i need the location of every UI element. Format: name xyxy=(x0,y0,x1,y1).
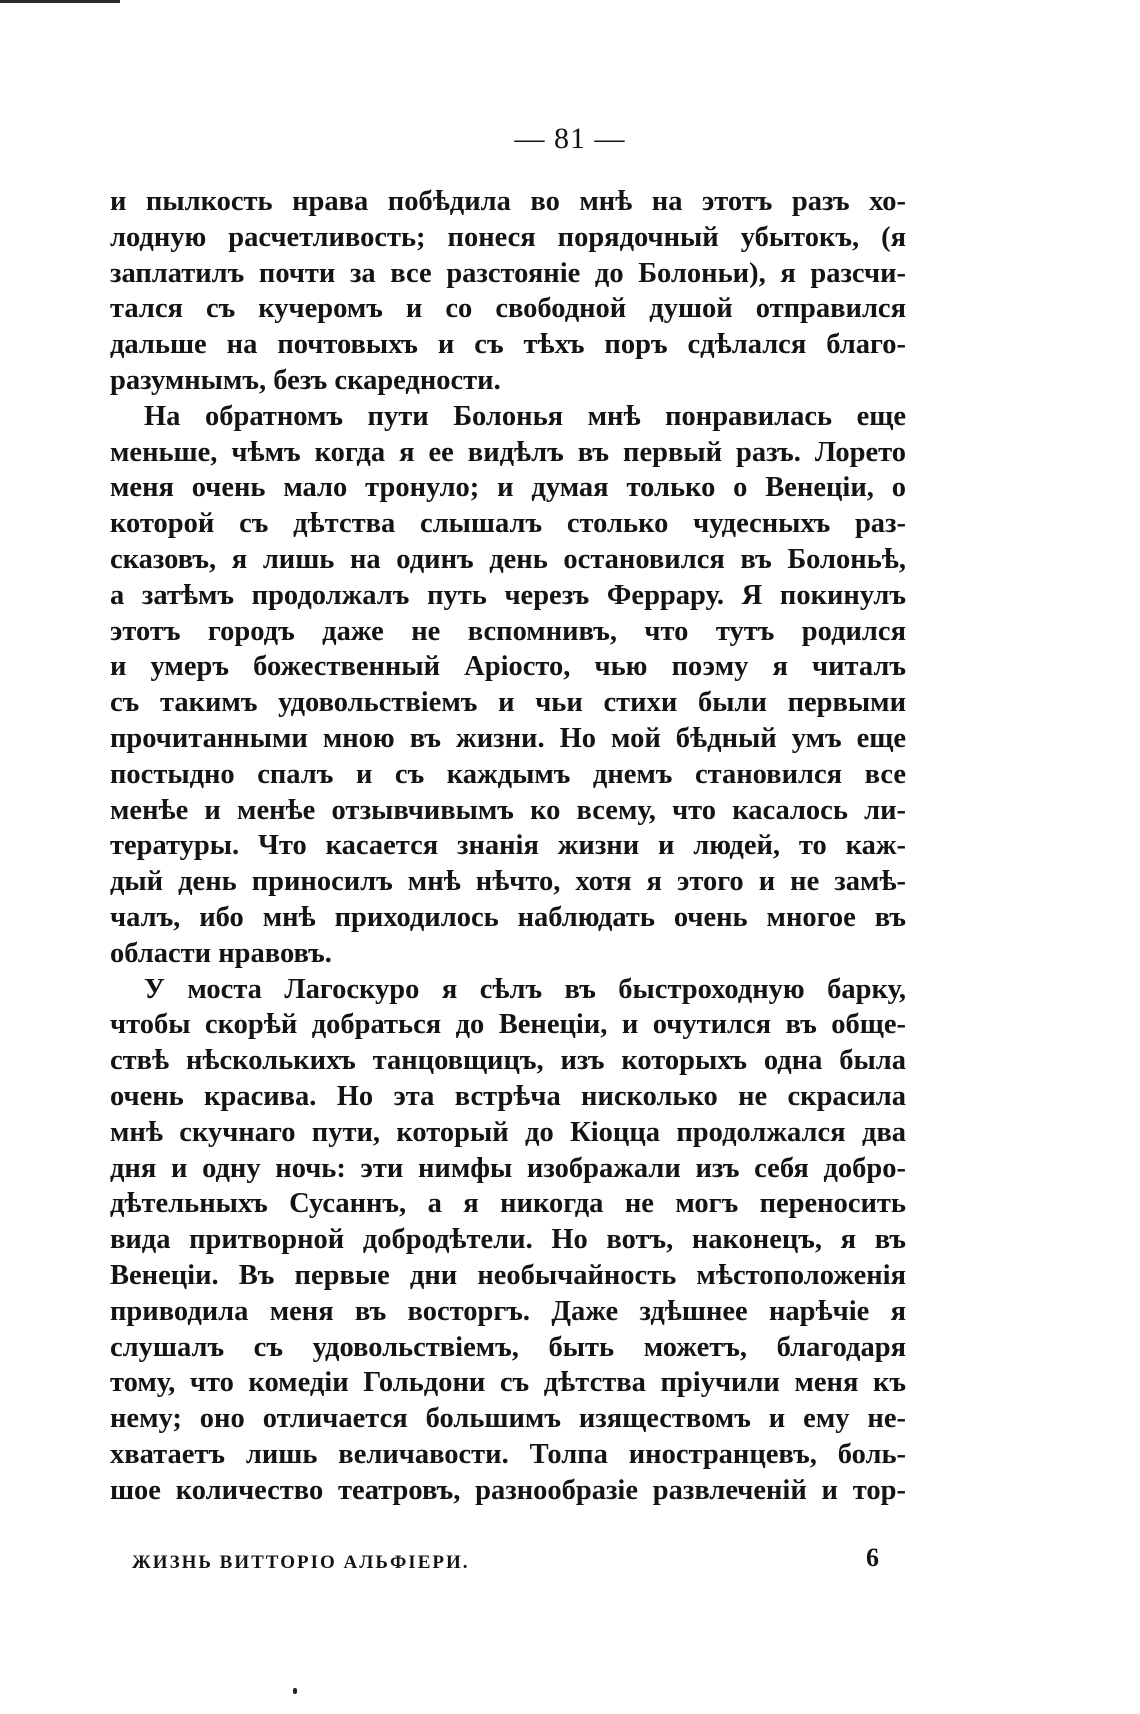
text-line: тературы. Что касается знанія жизни и людей, то каж- xyxy=(110,830,906,862)
text-line: сказовъ, я лишь на одинъ день остановился въ Болоньѣ, xyxy=(110,543,906,575)
page-number: — 81 — xyxy=(514,122,626,155)
text-line: шое количество театровъ, разнообразіе развлеченій и тор- xyxy=(110,1474,906,1506)
text-line: У моста Лагоскуро я сѣлъ въ быстроходную барку, xyxy=(144,973,906,1005)
signature-number: 6 xyxy=(866,1543,879,1572)
text-line: нему; оно отличается большимъ изяществомъ и ему не- xyxy=(110,1403,906,1435)
text-line: этотъ городъ даже не вспомнивъ, что тутъ родился xyxy=(110,615,906,647)
text-line: Венеціи. Въ первые дни необычайность мѣстоположенія xyxy=(110,1259,906,1291)
text-line: заплатилъ почти за все разстояніе до Болоньи), я разсчи- xyxy=(110,257,906,289)
text-line: вида притворной добродѣтели. Но вотъ, наконецъ, я въ xyxy=(110,1224,906,1256)
text-line: которой съ дѣтства слышалъ столько чудесныхъ раз- xyxy=(110,508,906,540)
text-line: а затѣмъ продолжалъ путь черезъ Феррару. Я покинулъ xyxy=(110,579,906,611)
text-line: тому, что комедіи Гольдони съ дѣтства пріучили меня къ xyxy=(110,1367,906,1399)
text-line: съ такимъ удовольствіемъ и чьи стихи были первыми xyxy=(110,687,906,719)
text-line: На обратномъ пути Болонья мнѣ понравилась еще xyxy=(144,400,906,432)
text-line: хватаетъ лишь величавости. Толпа иностранцевъ, боль- xyxy=(110,1438,906,1470)
text-line: лодную расчетливость; понеся порядочный убытокъ, (я xyxy=(110,221,906,253)
text-line: очень красива. Но эта встрѣча нисколько не скрасила xyxy=(110,1080,906,1112)
text-line: чтобы скорѣй добраться до Венеціи, и очутился въ обще- xyxy=(110,1009,906,1041)
text-line: слушалъ съ удовольствіемъ, быть можетъ, благодаря xyxy=(110,1331,906,1363)
text-line: ствѣ нѣсколькихъ танцовщицъ, изъ которыхъ одна была xyxy=(110,1045,906,1077)
text-line: дальше на почтовыхъ и съ тѣхъ поръ сдѣлался благо- xyxy=(110,329,906,361)
text-line: менѣе и менѣе отзывчивымъ ко всему, что касалось ли- xyxy=(110,794,906,826)
text-line: приводила меня въ восторгъ. Даже здѣшнее нарѣчіе я xyxy=(110,1295,906,1327)
text-line: дый день приносилъ мнѣ нѣчто, хотя я этого и не замѣ- xyxy=(110,866,906,898)
scan-edge-mark xyxy=(0,0,120,3)
text-line: мнѣ скучнаго пути, который до Кіоцца продолжался два xyxy=(110,1116,906,1148)
scan-speck xyxy=(293,1688,297,1694)
text-line: дѣтельныхъ Сусаннъ, а я никогда не могъ переносить xyxy=(110,1188,906,1220)
text-line: разумнымъ, безъ скаредности. xyxy=(110,364,501,396)
text-line: меньше, чѣмъ когда я ее видѣлъ въ первый разъ. Лорето xyxy=(110,436,906,468)
text-line: дня и одну ночь: эти нимфы изображали изъ себя добро- xyxy=(110,1152,906,1184)
page-body-text xyxy=(110,184,906,1508)
text-line: меня очень мало тронуло; и думая только о Венеціи, о xyxy=(110,472,906,504)
text-line: области нравовъ. xyxy=(110,937,332,969)
footer-book-title: ЖИЗНЬ ВИТТОРІО АЛЬФІЕРИ. xyxy=(132,1552,470,1573)
text-line: и умеръ божественный Аріосто, чью поэму я читалъ xyxy=(110,651,906,683)
text-line: и пылкость нрава побѣдила во мнѣ на этотъ разъ хо- xyxy=(110,186,906,217)
text-line: тался съ кучеромъ и со свободной душой отправился xyxy=(110,293,906,325)
text-line: чалъ, ибо мнѣ приходилось наблюдать очень многое въ xyxy=(110,901,906,933)
text-line: постыдно спалъ и съ каждымъ днемъ становился все xyxy=(110,758,906,790)
text-line: прочитанными мною въ жизни. Но мой бѣдный умъ еще xyxy=(110,722,906,754)
